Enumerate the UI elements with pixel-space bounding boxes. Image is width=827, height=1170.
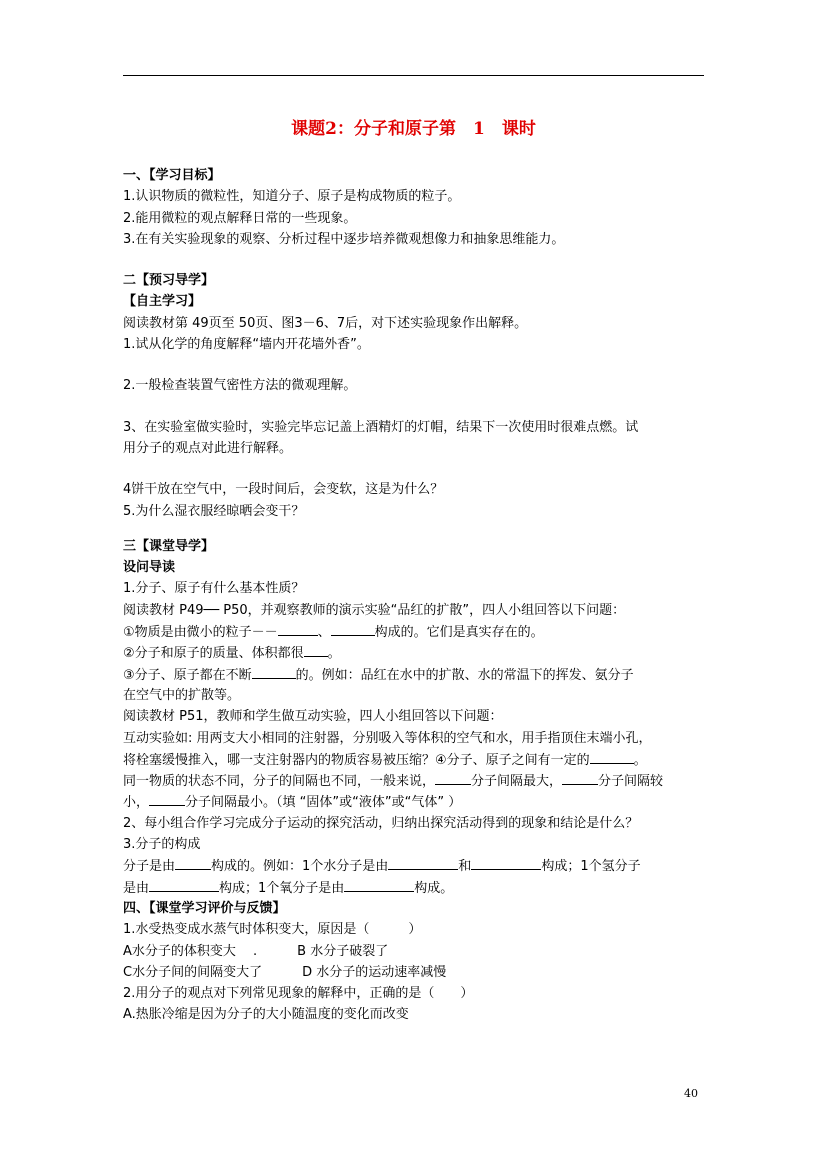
blank bbox=[149, 877, 219, 892]
preview-question-1: 1.试从化学的角度解释“墙内开花墙外香”。 bbox=[123, 337, 370, 353]
property-1: ①物质是由微小的粒子－－ 、 构成的。它们是真实存在的。 bbox=[123, 621, 708, 642]
document-body bbox=[123, 165, 708, 1026]
reading-instruction-1: 阅读教材 P49── P50，并观察教师的演示实验“品红的扩散”，四人小组回答以下问题： bbox=[123, 602, 626, 618]
goal-item-2: 2.能用微粒的观点解释日常的一些现象。 bbox=[123, 210, 357, 226]
blank bbox=[149, 791, 185, 806]
section2-heading: 二【预习导学】 bbox=[123, 273, 215, 289]
page-title: 课题2：分子和原子第 1 课时 bbox=[291, 119, 536, 139]
composition-text-2: 是由 构成；1个氧分子是由 构成。 bbox=[123, 877, 708, 898]
header-rule bbox=[123, 75, 704, 76]
page-number: 40 bbox=[684, 1087, 698, 1100]
section1-heading: 一、【学习目标】 bbox=[123, 168, 221, 183]
blank bbox=[252, 664, 296, 679]
blank bbox=[331, 621, 375, 636]
preview-question-2: 2.一般检查装置气密性方法的微观理解。 bbox=[123, 378, 357, 394]
property-2: ②分子和原子的质量、体积都很 。 bbox=[123, 642, 708, 663]
section4-heading: 四、【课堂学习评价与反馈】 bbox=[123, 900, 286, 916]
experiment-text-2: 将栓塞缓慢推入，哪一支注射器内的物质容易被压缩？④分子、原子之间有一定的 。 bbox=[123, 749, 708, 770]
blank bbox=[304, 642, 328, 657]
guide-question-2: 2、每小组合作学习完成分子运动的探究活动，归纳出探究活动得到的现象和结论是什么？ bbox=[123, 815, 639, 831]
experiment-text-3: 同一物质的状态不同，分子的间隔也不同，一般来说， 分子间隔最大， 分子间隔较 bbox=[123, 770, 708, 791]
blank bbox=[590, 749, 634, 764]
preview-question-4: 4饼干放在空气中，一段时间后，会变软，这是为什么？ bbox=[123, 482, 444, 498]
preview-question-3-cont: 用分子的观点对此进行解释。 bbox=[123, 440, 293, 456]
section2-intro: 阅读教材第 49页至 50页、图3－6、7后，对下述实验现象作出解释。 bbox=[123, 315, 528, 331]
section3-subheading: 设问导读 bbox=[123, 560, 176, 576]
property-3: ③分子、原子都在不断 的。例如：品红在水中的扩散、水的常温下的挥发、氨分子 bbox=[123, 664, 708, 685]
quiz-question-1-options-cd: C水分子间的间隔变大了 D 水分子的运动速率减慢 bbox=[123, 964, 447, 980]
preview-question-5: 5.为什么湿衣服经晾晒会变干？ bbox=[123, 503, 305, 519]
blank bbox=[175, 855, 211, 870]
section2-subheading: 【自主学习】 bbox=[123, 294, 202, 310]
experiment-text-1: 互动实验如: 用两支大小相同的注射器，分别吸入等体积的空气和水，用手指顶住末端小孔， bbox=[123, 730, 652, 746]
quiz-question-1: 1.水受热变成水蒸气时体积变大，原因是（ ） bbox=[123, 922, 422, 938]
blank bbox=[388, 855, 458, 870]
guide-question-1: 1.分子、原子有什么基本性质？ bbox=[123, 581, 305, 597]
blank bbox=[435, 770, 471, 785]
experiment-text-4: 小， 分子间隔最小。（填 “固体”或“液体”或“气体” ） bbox=[123, 791, 708, 812]
quiz-question-1-options-ab: A水分子的体积变大 . B 水分子破裂了 bbox=[123, 943, 389, 959]
blank bbox=[471, 855, 541, 870]
quiz-question-2-option-a: A.热胀冷缩是因为分子的大小随温度的变化而改变 bbox=[123, 1007, 409, 1023]
goal-item-1: 1.认识物质的微粒性，知道分子、原子是构成物质的粒子。 bbox=[123, 189, 461, 205]
guide-question-3: 3.分子的构成 bbox=[123, 837, 201, 853]
reading-instruction-2: 阅读教材 P51，教师和学生做互动实验，四人小组回答以下问题： bbox=[123, 709, 503, 725]
blank bbox=[278, 621, 318, 636]
blank bbox=[562, 770, 598, 785]
blank bbox=[344, 877, 414, 892]
preview-question-3: 3、在实验室做实验时，实验完毕忘记盖上酒精灯的灯帽，结果下一次使用时很难点燃。试 bbox=[123, 419, 639, 435]
composition-text-1: 分子是由 构成的。例如：1个水分子是由 和 构成；1个氢分子 bbox=[123, 855, 708, 876]
goal-item-3: 3.在有关实验现象的观察、分析过程中逐步培养微观想像力和抽象思维能力。 bbox=[123, 231, 565, 247]
property-3-cont: 在空气中的扩散等。 bbox=[123, 687, 241, 703]
quiz-question-2: 2.用分子的观点对下列常见现象的解释中，正确的是（ ） bbox=[123, 986, 474, 1002]
section3-heading: 三【课堂导学】 bbox=[123, 538, 215, 554]
